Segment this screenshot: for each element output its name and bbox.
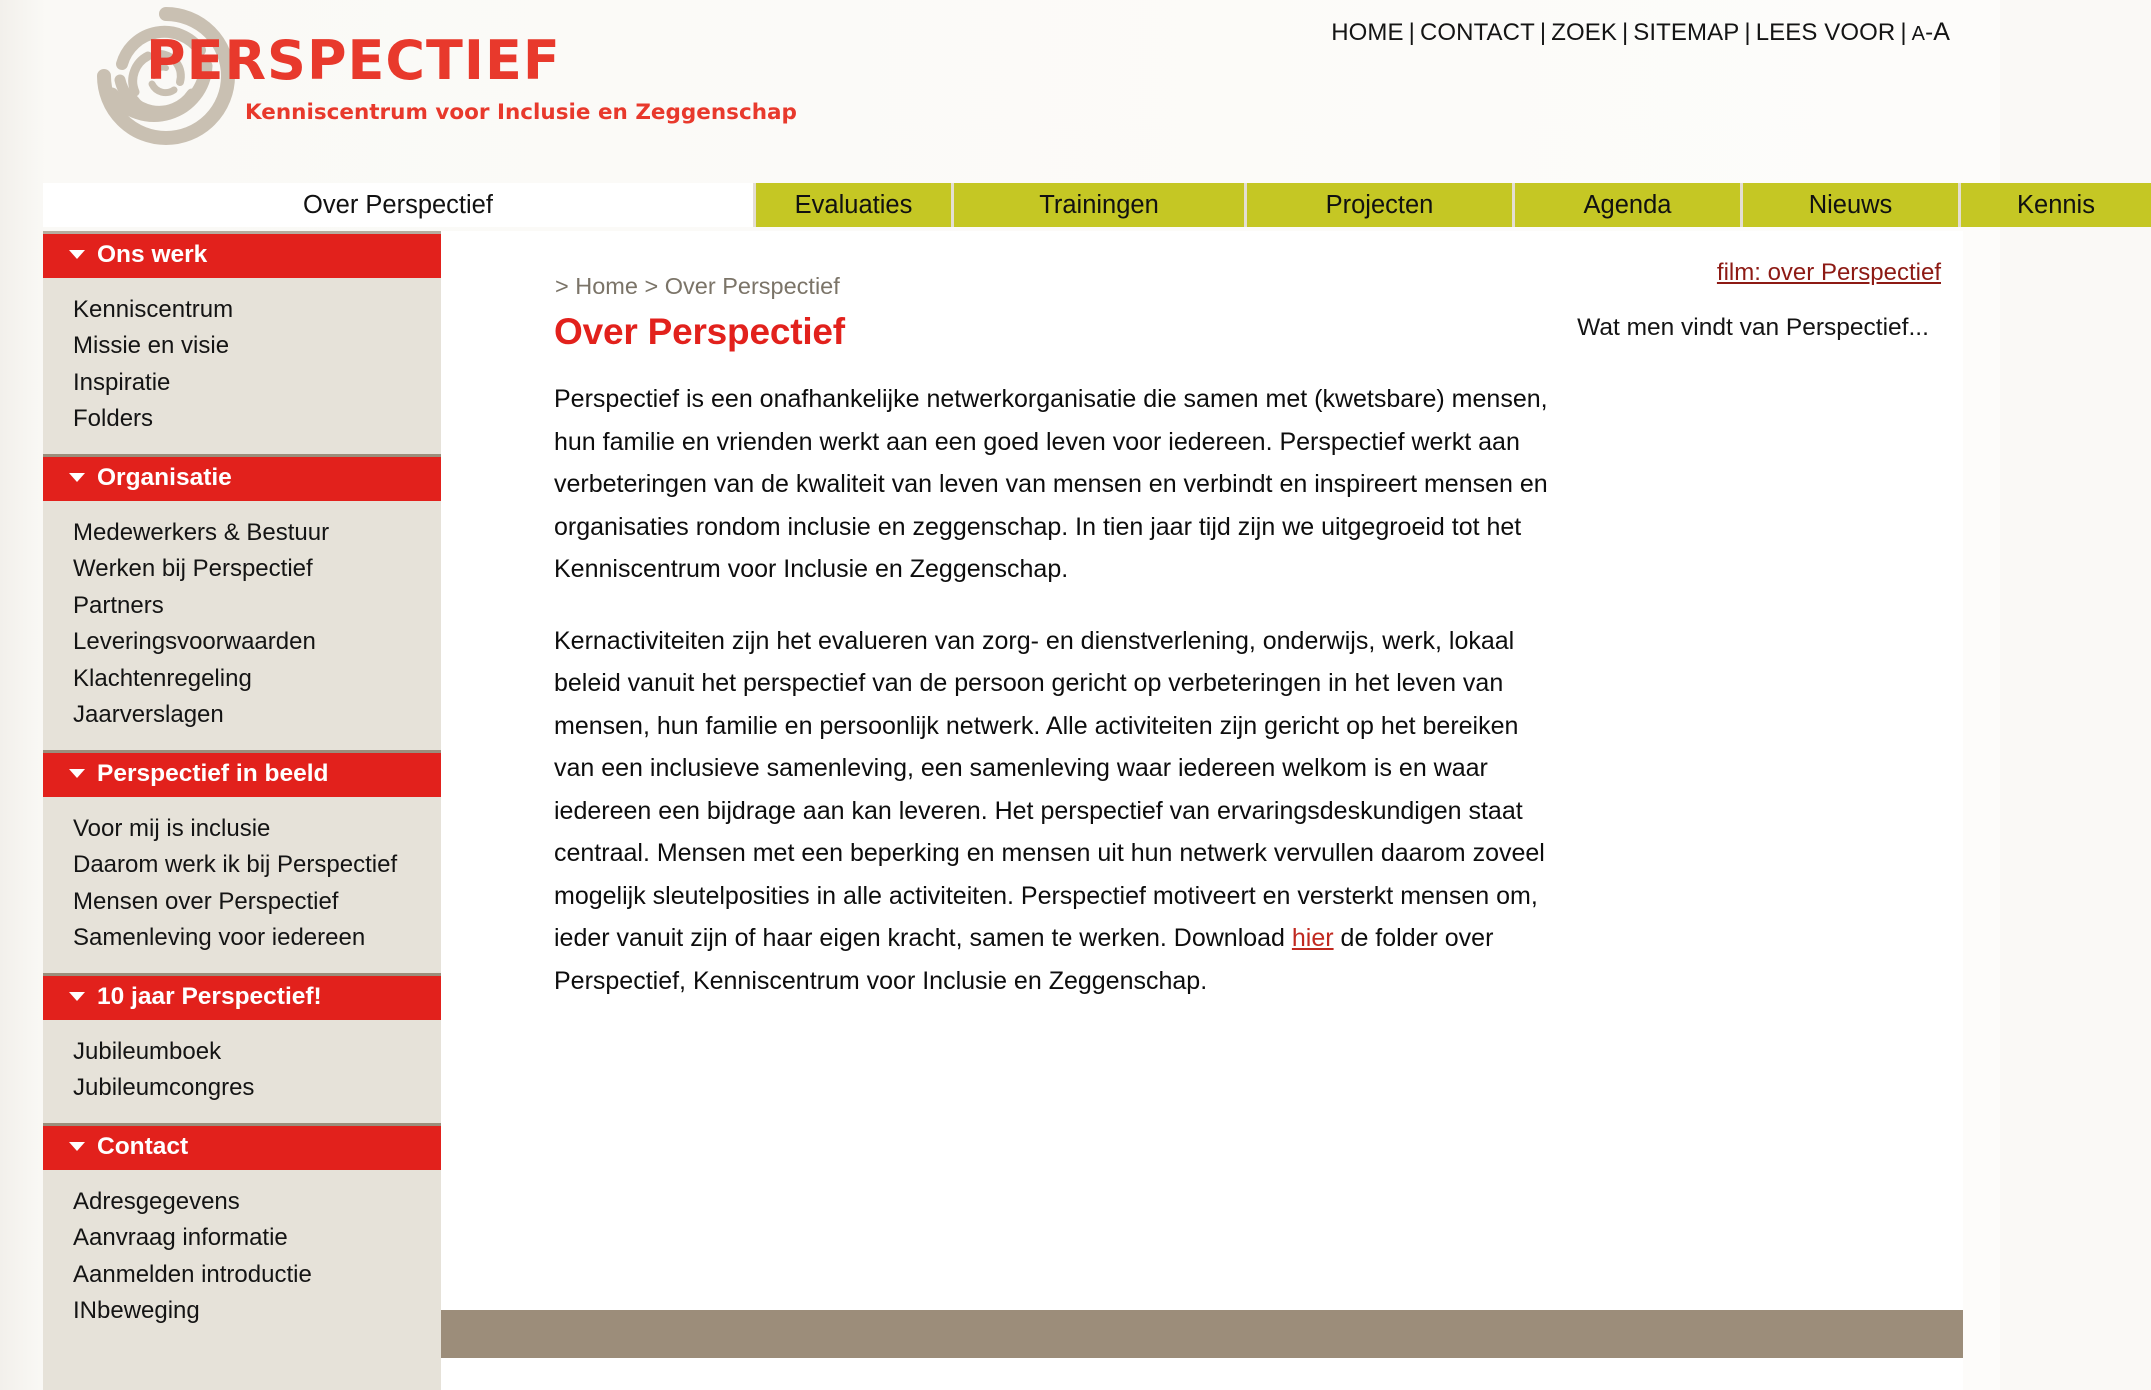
tab-projecten[interactable]: Projecten: [1247, 183, 1512, 227]
sidebar-item-jubileumcongres[interactable]: Jubileumcongres: [73, 1074, 255, 1102]
sidebar-list-perspectief-in-beeld: [43, 797, 441, 973]
breadcrumb: [555, 273, 840, 300]
footer-bar: [441, 1310, 1963, 1358]
sidebar-section-ons-werk[interactable]: [43, 234, 441, 278]
main-navigation: [43, 183, 2095, 227]
sidebar-item-partners[interactable]: Partners: [73, 591, 164, 619]
breadcrumb-divider: >: [644, 273, 659, 299]
sidebar-section-title: 10 jaar Perspectief!: [97, 982, 322, 1010]
utility-link-sitemap[interactable]: SITEMAP: [1633, 19, 1740, 46]
utility-link-zoek[interactable]: ZOEK: [1551, 19, 1617, 46]
sidebar-item-folders[interactable]: Folders: [73, 405, 154, 433]
right-rail-caption: Wat men vindt van Perspectief...: [1577, 314, 1929, 341]
paragraph-1: Perspectief is een onafhankelijke netwerkorganisatie die samen met (kwetsbare) mensen, hun familie en vrienden werkt aan een goed leven voor iedereen. Perspectief werkt aan verbeteringen van de kwaliteit van leven van mensen en verbindt en inspireert mensen en organisaties rondom inclusie en zeggenschap. In tien jaar tijd zijn we uitgegroeid tot het Kenniscentrum voor Inclusie en Zeggenschap.: [554, 385, 1548, 583]
right-rail: [1571, 231, 1963, 342]
paragraph-2-part-b: de folder over Perspectief, Kenniscentrum voor Inclusie en Zeggenschap.: [554, 924, 1494, 995]
breadcrumb-current: Over Perspectief: [664, 273, 840, 299]
sidebar-item-medewerkers-bestuur[interactable]: Medewerkers & Bestuur: [73, 518, 330, 546]
logo-tagline: Kenniscentrum voor Inclusie en Zeggenschap: [245, 100, 797, 125]
logo-text-block: [146, 29, 797, 125]
sidebar-item-daarom-werk-ik-bij-perspectief[interactable]: Daarom werk ik bij Perspectief: [73, 851, 398, 879]
sidebar-item-aanmelden-introductie[interactable]: Aanmelden introductie: [73, 1260, 312, 1288]
caret-down-icon: [69, 473, 85, 482]
paragraph-2-part-a: Kernactiviteiten zijn het evalueren van zorg- en dienstverlening, onderwijs, werk, lokaal beleid vanuit het perspectief van de persoon gericht op verbeteringen in het leven van mensen, hun familie en persoonlijk netwerk. Alle activiteiten zijn gericht op het bereiken van een inclusieve samenleving, een samenleving waar iedereen welkom is en waar iedereen een bijdrage aan kan leveren. Het perspectief van ervaringsdeskundigen staat centraal. Mensen met een beperking en mensen uit hun netwerk vervullen daarom zoveel mogelijk sleutelposities in alle activiteiten. Perspectief motiveert en versterkt mensen om, ieder vanuit zijn of haar eigen kracht, samen te werken. Download: [554, 626, 1545, 952]
sidebar-section-perspectief-in-beeld[interactable]: [43, 750, 441, 797]
sidebar-item-mensen-over-perspectief[interactable]: Mensen over Perspectief: [73, 887, 339, 915]
sidebar-section-title: Perspectief in beeld: [97, 759, 329, 787]
film-over-perspectief-link[interactable]: film: over Perspectief: [1716, 259, 1941, 286]
sidebar-item-aanvraag-informatie[interactable]: Aanvraag informatie: [73, 1224, 288, 1252]
sidebar-item-jaarverslagen[interactable]: Jaarverslagen: [73, 701, 224, 729]
sidebar-section-10-jaar-perspectief[interactable]: [43, 973, 441, 1020]
site-logo[interactable]: [88, 6, 797, 146]
sidebar-section-title: Ons werk: [97, 241, 208, 268]
caret-down-icon: [69, 992, 85, 1001]
paragraph-2: [554, 620, 1564, 1003]
utility-nav: [1331, 18, 1950, 47]
sidebar-list-organisatie: [43, 501, 441, 750]
font-size-increase-button[interactable]: A: [1933, 18, 1950, 46]
sidebar-item-jubileumboek[interactable]: Jubileumboek: [73, 1037, 222, 1065]
breadcrumb-prefix: >: [555, 273, 569, 299]
utility-link-lees-voor[interactable]: LEES VOOR: [1755, 19, 1896, 46]
sidebar-section-title: Contact: [97, 1132, 189, 1160]
caret-down-icon: [69, 1142, 85, 1151]
sidebar-section-contact[interactable]: [43, 1123, 441, 1170]
utility-link-contact[interactable]: CONTACT: [1419, 19, 1535, 46]
sidebar-list-contact: [43, 1170, 441, 1346]
sidebar-item-samenleving-voor-iedereen[interactable]: Samenleving voor iedereen: [73, 924, 366, 952]
tab-evaluaties[interactable]: Evaluaties: [756, 183, 951, 227]
sidebar-item-inbeweging[interactable]: INbeweging: [73, 1297, 200, 1325]
article-body: [554, 378, 1564, 1002]
sidebar-item-voor-mij-is-inclusie[interactable]: Voor mij is inclusie: [73, 814, 271, 842]
sidebar-item-kenniscentrum[interactable]: Kenniscentrum: [73, 295, 234, 323]
font-size-dash: -: [1925, 19, 1934, 46]
caret-down-icon: [69, 769, 85, 778]
utility-separator: |: [1408, 19, 1415, 46]
main-column: [441, 231, 1963, 1390]
caret-down-icon: [69, 250, 85, 259]
sidebar-item-werken-bij-perspectief[interactable]: Werken bij Perspectief: [73, 555, 313, 583]
sidebar-section-title: Organisatie: [97, 463, 232, 491]
tab-kennis[interactable]: Kennis: [1961, 183, 2151, 227]
sidebar-item-klachtenregeling[interactable]: Klachtenregeling: [73, 664, 252, 692]
utility-separator: |: [1744, 19, 1751, 46]
content-area: [43, 231, 1963, 1390]
font-size-decrease-button[interactable]: A: [1911, 23, 1926, 45]
utility-separator: |: [1539, 19, 1547, 46]
page-title: Over Perspectief: [554, 311, 845, 352]
utility-separator: |: [1621, 19, 1629, 46]
utility-link-home[interactable]: HOME: [1331, 19, 1404, 46]
logo-title: PERSPECTIEF: [146, 29, 561, 92]
sidebar-list-ons-werk: [43, 278, 441, 454]
sidebar-item-inspiratie[interactable]: Inspiratie: [73, 368, 171, 396]
sidebar-item-adresgegevens[interactable]: Adresgegevens: [73, 1187, 240, 1215]
tab-trainingen[interactable]: Trainingen: [954, 183, 1244, 227]
breadcrumb-home-link[interactable]: Home: [575, 273, 638, 299]
tab-over-perspectief[interactable]: Over Perspectief: [43, 183, 753, 227]
sidebar: [43, 231, 441, 1390]
sidebar-item-missie-en-visie[interactable]: Missie en visie: [73, 332, 230, 360]
sidebar-list-10-jaar-perspectief: [43, 1020, 441, 1123]
utility-separator: |: [1900, 19, 1907, 46]
sidebar-item-leveringsvoorwaarden[interactable]: Leveringsvoorwaarden: [73, 628, 316, 656]
tab-nieuws[interactable]: Nieuws: [1743, 183, 1958, 227]
folder-download-link[interactable]: hier: [1291, 924, 1334, 952]
sidebar-section-organisatie[interactable]: [43, 454, 441, 501]
tab-agenda[interactable]: Agenda: [1515, 183, 1740, 227]
site-header: [0, 0, 2000, 178]
